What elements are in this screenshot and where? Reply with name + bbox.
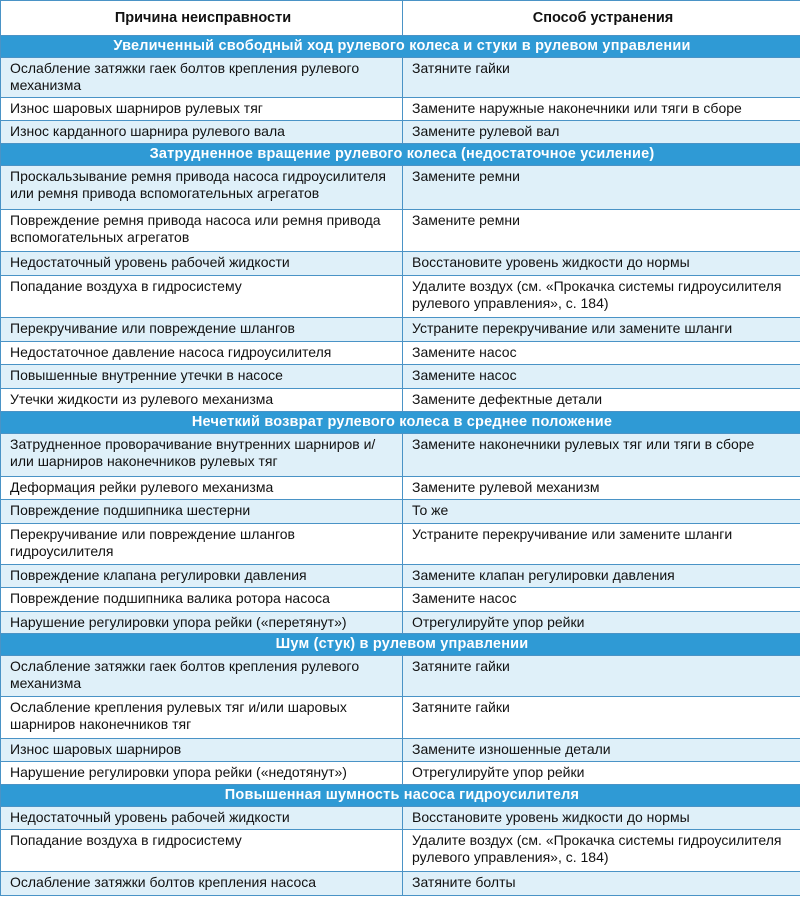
remedy-cell: Замените ремни xyxy=(403,210,800,252)
table-row xyxy=(1,210,800,252)
remedy-cell: Устраните перекручивание или замените шланги xyxy=(403,318,800,342)
section-title: Повышенная шумность насоса гидроусилителя xyxy=(1,785,800,807)
remedy-cell: Замените рулевой вал xyxy=(403,121,800,144)
section-header-row xyxy=(1,785,800,807)
header-remedy: Способ устранения xyxy=(403,1,800,36)
remedy-cell: То же xyxy=(403,500,800,524)
cause-cell: Проскальзывание ремня привода насоса гидроусилителя или ремня привода вспомогательных агрегатов xyxy=(1,166,403,210)
cause-cell: Попадание воздуха в гидросистему xyxy=(1,830,403,872)
cause-cell: Износ шаровых шарниров рулевых тяг xyxy=(1,98,403,121)
remedy-cell: Замените наружные наконечники или тяги в сборе xyxy=(403,98,800,121)
table-row xyxy=(1,477,800,500)
table-row xyxy=(1,434,800,477)
header-cause: Причина неисправности xyxy=(1,1,403,36)
remedy-cell: Затяните болты xyxy=(403,872,800,896)
cause-cell: Ослабление затяжки гаек болтов крепления рулевого механизма xyxy=(1,656,403,697)
cause-cell: Повреждение клапана регулировки давления xyxy=(1,565,403,588)
table-row xyxy=(1,524,800,565)
table-row xyxy=(1,121,800,144)
table-row xyxy=(1,807,800,830)
remedy-cell: Замените насос xyxy=(403,588,800,612)
section-header-row xyxy=(1,144,800,166)
section-title: Шум (стук) в рулевом управлении xyxy=(1,634,800,656)
table-row xyxy=(1,276,800,318)
table-row xyxy=(1,697,800,739)
table-row xyxy=(1,588,800,612)
cause-cell: Повышенные внутренние утечки в насосе xyxy=(1,365,403,389)
table-row xyxy=(1,565,800,588)
cause-cell: Повреждение ремня привода насоса или ремня привода вспомогательных агрегатов xyxy=(1,210,403,252)
cause-cell: Недостаточное давление насоса гидроусилителя xyxy=(1,342,403,365)
table-row xyxy=(1,389,800,412)
table-row xyxy=(1,98,800,121)
section-header-row xyxy=(1,36,800,58)
remedy-cell: Отрегулируйте упор рейки xyxy=(403,762,800,785)
remedy-cell: Замените насос xyxy=(403,365,800,389)
remedy-cell: Замените дефектные детали xyxy=(403,389,800,412)
table-row xyxy=(1,318,800,342)
table-row xyxy=(1,58,800,98)
table-body xyxy=(1,36,800,896)
section-header-row xyxy=(1,634,800,656)
table-row xyxy=(1,612,800,634)
cause-cell: Износ карданного шарнира рулевого вала xyxy=(1,121,403,144)
remedy-cell: Замените изношенные детали xyxy=(403,739,800,762)
cause-cell: Недостаточный уровень рабочей жидкости xyxy=(1,252,403,276)
remedy-cell: Замените насос xyxy=(403,342,800,365)
table-row xyxy=(1,166,800,210)
remedy-cell: Замените рулевой механизм xyxy=(403,477,800,500)
cause-cell: Повреждение подшипника валика ротора насоса xyxy=(1,588,403,612)
remedy-cell: Удалите воздух (см. «Прокачка системы гидроусилителя рулевого управления», с. 184) xyxy=(403,830,800,872)
remedy-cell: Отрегулируйте упор рейки xyxy=(403,612,800,634)
table-row xyxy=(1,762,800,785)
remedy-cell: Затяните гайки xyxy=(403,58,800,98)
table-row xyxy=(1,830,800,872)
section-header-row xyxy=(1,412,800,434)
table-row xyxy=(1,342,800,365)
cause-cell: Деформация рейки рулевого механизма xyxy=(1,477,403,500)
table-row xyxy=(1,656,800,697)
remedy-cell: Замените клапан регулировки давления xyxy=(403,565,800,588)
remedy-cell: Восстановите уровень жидкости до нормы xyxy=(403,807,800,830)
cause-cell: Ослабление крепления рулевых тяг и/или шаровых шарниров наконечников тяг xyxy=(1,697,403,739)
section-title: Затрудненное вращение рулевого колеса (недостаточное усиление) xyxy=(1,144,800,166)
remedy-cell: Восстановите уровень жидкости до нормы xyxy=(403,252,800,276)
table-row xyxy=(1,739,800,762)
section-title: Увеличенный свободный ход рулевого колеса и стуки в рулевом управлении xyxy=(1,36,800,58)
table-header-row xyxy=(1,1,800,36)
remedy-cell: Затяните гайки xyxy=(403,697,800,739)
cause-cell: Износ шаровых шарниров xyxy=(1,739,403,762)
cause-cell: Нарушение регулировки упора рейки («недотянут») xyxy=(1,762,403,785)
table-row xyxy=(1,500,800,524)
section-title: Нечеткий возврат рулевого колеса в среднее положение xyxy=(1,412,800,434)
cause-cell: Нарушение регулировки упора рейки («перетянут») xyxy=(1,612,403,634)
table-row xyxy=(1,365,800,389)
remedy-cell: Устраните перекручивание или замените шланги xyxy=(403,524,800,565)
cause-cell: Ослабление затяжки гаек болтов крепления рулевого механизма xyxy=(1,58,403,98)
cause-cell: Ослабление затяжки болтов крепления насоса xyxy=(1,872,403,896)
remedy-cell: Затяните гайки xyxy=(403,656,800,697)
cause-cell: Попадание воздуха в гидросистему xyxy=(1,276,403,318)
cause-cell: Повреждение подшипника шестерни xyxy=(1,500,403,524)
remedy-cell: Удалите воздух (см. «Прокачка системы гидроусилителя рулевого управления», с. 184) xyxy=(403,276,800,318)
cause-cell: Затрудненное проворачивание внутренних шарниров и/или шарниров наконечников рулевых тяг xyxy=(1,434,403,477)
table-row xyxy=(1,252,800,276)
cause-cell: Недостаточный уровень рабочей жидкости xyxy=(1,807,403,830)
cause-cell: Перекручивание или повреждение шлангов xyxy=(1,318,403,342)
table-row xyxy=(1,872,800,896)
remedy-cell: Замените ремни xyxy=(403,166,800,210)
remedy-cell: Замените наконечники рулевых тяг или тяги в сборе xyxy=(403,434,800,477)
cause-cell: Утечки жидкости из рулевого механизма xyxy=(1,389,403,412)
cause-cell: Перекручивание или повреждение шлангов гидроусилителя xyxy=(1,524,403,565)
